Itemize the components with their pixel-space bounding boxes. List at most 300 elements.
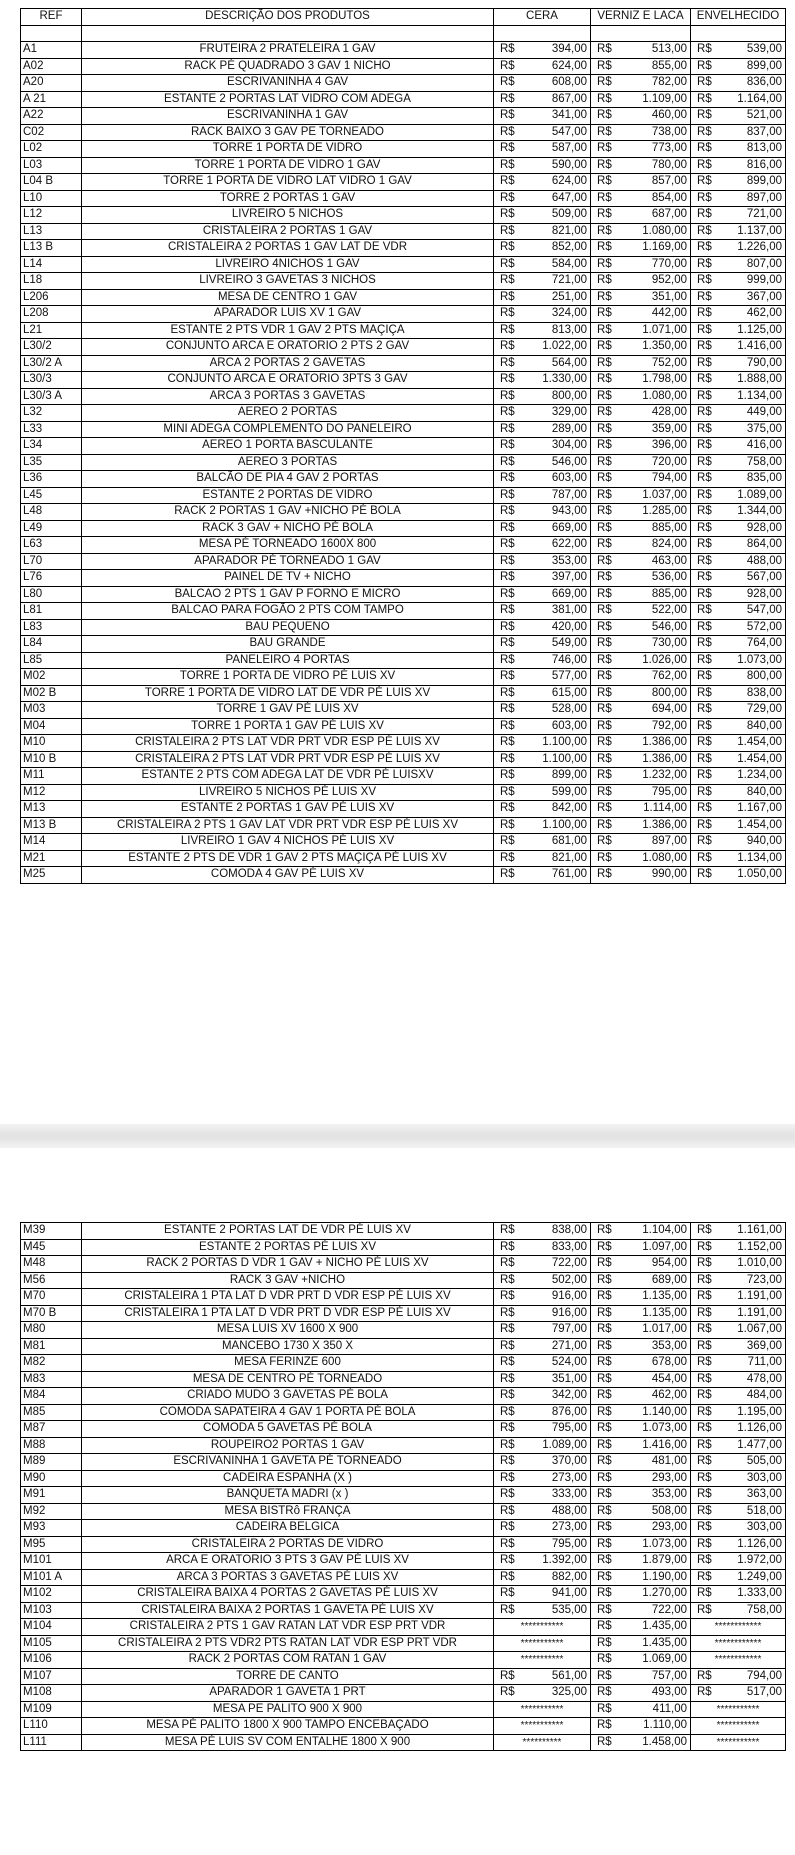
table-row <box>21 454 786 471</box>
price-cera: 681,00 <box>525 834 591 851</box>
currency-symbol: R$ <box>691 669 722 686</box>
price-cera: 838,00 <box>525 1223 591 1240</box>
price-envelhecido-unavailable: ************ <box>691 1619 786 1636</box>
price-verniz-laca: 1.110,00 <box>622 1718 691 1735</box>
product-ref: M13 <box>21 801 82 818</box>
product-description: APARADOR 1 GAVETA 1 PRT <box>82 1685 494 1702</box>
currency-symbol: R$ <box>691 388 722 405</box>
price-cera: 251,00 <box>525 289 591 306</box>
product-description: COMODA SAPATEIRA 4 GAV 1 PORTA PÉ BOLA <box>82 1404 494 1421</box>
currency-symbol: R$ <box>591 751 622 768</box>
price-verniz-laca: 694,00 <box>622 702 691 719</box>
product-ref: L85 <box>21 652 82 669</box>
price-envelhecido: 1.137,00 <box>722 223 786 240</box>
currency-symbol: R$ <box>691 1668 722 1685</box>
table-row <box>21 751 786 768</box>
price-envelhecido: 864,00 <box>722 537 786 554</box>
currency-symbol: R$ <box>591 1454 622 1471</box>
product-description: TORRE 1 PORTA DE VIDRO PÉ LUIS XV <box>82 669 494 686</box>
table-row <box>21 1586 786 1603</box>
price-envelhecido: 478,00 <box>722 1371 786 1388</box>
product-description: TORRE 1 PORTA 1 GAV PÉ LUIS XV <box>82 718 494 735</box>
table-row <box>21 141 786 158</box>
currency-symbol: R$ <box>591 1586 622 1603</box>
product-ref: L206 <box>21 289 82 306</box>
currency-symbol: R$ <box>494 751 525 768</box>
price-cera: 304,00 <box>525 438 591 455</box>
currency-symbol: R$ <box>591 207 622 224</box>
header-ref: REF <box>21 9 82 26</box>
price-envelhecido: 1.195,00 <box>722 1404 786 1421</box>
currency-symbol: R$ <box>691 207 722 224</box>
currency-symbol: R$ <box>494 487 525 504</box>
currency-symbol: R$ <box>691 273 722 290</box>
currency-symbol: R$ <box>591 1421 622 1438</box>
price-verniz-laca: 513,00 <box>622 42 691 59</box>
product-description: ESTANTE 2 PORTAS PÉ LUIS XV <box>82 1239 494 1256</box>
table-row <box>21 405 786 422</box>
currency-symbol: R$ <box>691 454 722 471</box>
table-row <box>21 223 786 240</box>
product-ref: L36 <box>21 471 82 488</box>
currency-symbol: R$ <box>591 1652 622 1669</box>
price-cera: 577,00 <box>525 669 591 686</box>
currency-symbol: R$ <box>591 124 622 141</box>
product-description: LIVREIRO 5 NICHOS <box>82 207 494 224</box>
table-row <box>21 1520 786 1537</box>
price-verniz-laca: 722,00 <box>622 1602 691 1619</box>
price-envelhecido: 928,00 <box>722 586 786 603</box>
page-break-divider <box>0 1124 795 1148</box>
price-verniz-laca: 885,00 <box>622 586 691 603</box>
product-description: RACK 2 PORTAS 1 GAV +NICHO PÉ BOLA <box>82 504 494 521</box>
product-ref: L13 <box>21 223 82 240</box>
product-description: ESTANTE 2 PORTAS DE VIDRO <box>82 487 494 504</box>
currency-symbol: R$ <box>691 372 722 389</box>
price-cera: 488,00 <box>525 1503 591 1520</box>
price-verniz-laca: 1.017,00 <box>622 1322 691 1339</box>
price-cera: 351,00 <box>525 1371 591 1388</box>
currency-symbol: R$ <box>494 471 525 488</box>
price-envelhecido: 999,00 <box>722 273 786 290</box>
product-description: TORRE 2 PORTAS 1 GAV <box>82 190 494 207</box>
price-cera: 669,00 <box>525 520 591 537</box>
product-ref: L111 <box>21 1734 82 1751</box>
table-row <box>21 586 786 603</box>
currency-symbol: R$ <box>691 586 722 603</box>
currency-symbol: R$ <box>494 1553 525 1570</box>
price-envelhecido: 1.249,00 <box>722 1569 786 1586</box>
table-row <box>21 553 786 570</box>
price-cera: 852,00 <box>525 240 591 257</box>
currency-symbol: R$ <box>591 1685 622 1702</box>
price-verniz-laca: 1.069,00 <box>622 1652 691 1669</box>
product-description: MESA PÉ LUIS SV COM ENTALHE 1800 X 900 <box>82 1734 494 1751</box>
currency-symbol: R$ <box>494 867 525 884</box>
currency-symbol: R$ <box>591 1289 622 1306</box>
currency-symbol: R$ <box>494 174 525 191</box>
product-ref: M84 <box>21 1388 82 1405</box>
price-cera: 584,00 <box>525 256 591 273</box>
product-description: CONJUNTO ARCA E ORATORIO 3PTS 3 GAV <box>82 372 494 389</box>
product-description: MESA DE CENTRO 1 GAV <box>82 289 494 306</box>
currency-symbol: R$ <box>494 1503 525 1520</box>
product-ref: L49 <box>21 520 82 537</box>
price-cera: 289,00 <box>525 421 591 438</box>
table-row <box>21 1256 786 1273</box>
product-ref: M80 <box>21 1322 82 1339</box>
header-envelhecido: ENVELHECIDO <box>691 9 786 26</box>
price-cera: 547,00 <box>525 124 591 141</box>
price-verniz-laca: 1.073,00 <box>622 1421 691 1438</box>
currency-symbol: R$ <box>691 1470 722 1487</box>
product-description: BALCAO 2 PTS 1 GAV P FORNO E MICRO <box>82 586 494 603</box>
currency-symbol: R$ <box>591 487 622 504</box>
currency-symbol: R$ <box>494 1569 525 1586</box>
currency-symbol: R$ <box>591 174 622 191</box>
table-row <box>21 1553 786 1570</box>
table-row <box>21 1569 786 1586</box>
currency-symbol: R$ <box>591 75 622 92</box>
currency-symbol: R$ <box>691 702 722 719</box>
product-description: TORRE 1 PORTA DE VIDRO LAT VIDRO 1 GAV <box>82 174 494 191</box>
price-cera: 1.100,00 <box>525 817 591 834</box>
currency-symbol: R$ <box>494 75 525 92</box>
product-ref: L34 <box>21 438 82 455</box>
table-row <box>21 603 786 620</box>
price-cera: 549,00 <box>525 636 591 653</box>
price-envelhecido: 897,00 <box>722 190 786 207</box>
price-envelhecido: 1.073,00 <box>722 652 786 669</box>
currency-symbol: R$ <box>591 372 622 389</box>
price-verniz-laca: 353,00 <box>622 1338 691 1355</box>
price-verniz-laca: 508,00 <box>622 1503 691 1520</box>
table-row <box>21 108 786 125</box>
price-envelhecido: 1.126,00 <box>722 1536 786 1553</box>
currency-symbol: R$ <box>691 289 722 306</box>
currency-symbol: R$ <box>691 751 722 768</box>
price-envelhecido: 1.454,00 <box>722 817 786 834</box>
currency-symbol: R$ <box>494 1536 525 1553</box>
table-row <box>21 42 786 59</box>
price-envelhecido-unavailable: *********** <box>691 1701 786 1718</box>
product-ref: M14 <box>21 834 82 851</box>
price-envelhecido: 807,00 <box>722 256 786 273</box>
product-description: CRISTALEIRA BAIXA 2 PORTAS 1 GAVETA PÉ LUIS XV <box>82 1602 494 1619</box>
price-verniz-laca: 1.232,00 <box>622 768 691 785</box>
table-row <box>21 1635 786 1652</box>
currency-symbol: R$ <box>494 1685 525 1702</box>
product-description: TORRE 1 PORTA DE VIDRO <box>82 141 494 158</box>
price-cera: 821,00 <box>525 223 591 240</box>
price-verniz-laca: 770,00 <box>622 256 691 273</box>
currency-symbol: R$ <box>591 1553 622 1570</box>
price-cera-unavailable: *********** <box>494 1619 591 1636</box>
currency-symbol: R$ <box>691 867 722 884</box>
price-verniz-laca: 954,00 <box>622 1256 691 1273</box>
product-ref: A02 <box>21 58 82 75</box>
price-verniz-laca: 1.270,00 <box>622 1586 691 1603</box>
table-row <box>21 1338 786 1355</box>
price-verniz-laca: 1.386,00 <box>622 751 691 768</box>
currency-symbol: R$ <box>691 124 722 141</box>
price-envelhecido: 449,00 <box>722 405 786 422</box>
price-envelhecido: 1.454,00 <box>722 735 786 752</box>
product-description: ROUPEIRO2 PORTAS 1 GAV <box>82 1437 494 1454</box>
product-ref: L70 <box>21 553 82 570</box>
product-description: CRIADO MUDO 3 GAVETAS PÉ BOLA <box>82 1388 494 1405</box>
product-description: MINI ADEGA COMPLEMENTO DO PANELEIRO <box>82 421 494 438</box>
price-envelhecido: 484,00 <box>722 1388 786 1405</box>
table-row <box>21 207 786 224</box>
currency-symbol: R$ <box>494 1239 525 1256</box>
price-verniz-laca: 428,00 <box>622 405 691 422</box>
product-ref: L18 <box>21 273 82 290</box>
table-row <box>21 1404 786 1421</box>
currency-symbol: R$ <box>591 223 622 240</box>
currency-symbol: R$ <box>691 636 722 653</box>
price-envelhecido: 1.344,00 <box>722 504 786 521</box>
price-envelhecido: 303,00 <box>722 1470 786 1487</box>
currency-symbol: R$ <box>591 58 622 75</box>
table-row <box>21 487 786 504</box>
currency-symbol: R$ <box>591 850 622 867</box>
price-verniz-laca: 1.080,00 <box>622 223 691 240</box>
table-row <box>21 1470 786 1487</box>
price-verniz-laca: 792,00 <box>622 718 691 735</box>
product-description: BALCÃO DE PIA 4 GAV 2 PORTAS <box>82 471 494 488</box>
product-description: MESA PÉ PALITO 1800 X 900 TAMPO ENCEBAÇADO <box>82 1718 494 1735</box>
table-row <box>21 685 786 702</box>
currency-symbol: R$ <box>691 1388 722 1405</box>
currency-symbol: R$ <box>691 438 722 455</box>
currency-symbol: R$ <box>494 306 525 323</box>
price-cera: 271,00 <box>525 1338 591 1355</box>
price-cera-unavailable: ********** <box>494 1734 591 1751</box>
price-cera: 821,00 <box>525 850 591 867</box>
currency-symbol: R$ <box>691 1338 722 1355</box>
currency-symbol: R$ <box>591 405 622 422</box>
price-verniz-laca: 757,00 <box>622 1668 691 1685</box>
product-ref: M56 <box>21 1272 82 1289</box>
product-ref: M91 <box>21 1487 82 1504</box>
table-row <box>21 289 786 306</box>
currency-symbol: R$ <box>591 306 622 323</box>
product-ref: L13 B <box>21 240 82 257</box>
product-description: ESTANTE 2 PTS DE VDR 1 GAV 2 PTS MAÇIÇA PÉ LUIS XV <box>82 850 494 867</box>
price-envelhecido: 1.161,00 <box>722 1223 786 1240</box>
product-ref: M104 <box>21 1619 82 1636</box>
currency-symbol: R$ <box>691 801 722 818</box>
product-description: ESTANTE 2 PTS VDR 1 GAV 2 PTS MAÇIÇA <box>82 322 494 339</box>
table-row <box>21 471 786 488</box>
product-description: MESA DE CENTRO PÉ TORNEADO <box>82 1371 494 1388</box>
product-ref: M11 <box>21 768 82 785</box>
price-verniz-laca: 1.104,00 <box>622 1223 691 1240</box>
currency-symbol: R$ <box>691 91 722 108</box>
price-envelhecido: 711,00 <box>722 1355 786 1372</box>
currency-symbol: R$ <box>591 1470 622 1487</box>
product-description: CRISTALEIRA 2 PTS LAT VDR PRT VDR ESP PÉ LUIS XV <box>82 751 494 768</box>
currency-symbol: R$ <box>494 784 525 801</box>
product-description: LIVREIRO 1 GAV 4 NICHOS PÉ LUIS XV <box>82 834 494 851</box>
product-ref: A1 <box>21 42 82 59</box>
price-envelhecido: 1.125,00 <box>722 322 786 339</box>
price-envelhecido: 813,00 <box>722 141 786 158</box>
currency-symbol: R$ <box>691 1289 722 1306</box>
price-cera: 502,00 <box>525 1272 591 1289</box>
currency-symbol: R$ <box>691 1421 722 1438</box>
currency-symbol: R$ <box>591 784 622 801</box>
product-description: BAU GRANDE <box>82 636 494 653</box>
table-row <box>21 1602 786 1619</box>
price-envelhecido: 1.333,00 <box>722 1586 786 1603</box>
currency-symbol: R$ <box>494 685 525 702</box>
currency-symbol: R$ <box>494 1668 525 1685</box>
price-cera: 590,00 <box>525 157 591 174</box>
price-envelhecido: 790,00 <box>722 355 786 372</box>
currency-symbol: R$ <box>494 438 525 455</box>
product-description: CRISTALEIRA 2 PORTAS 1 GAV <box>82 223 494 240</box>
currency-symbol: R$ <box>691 619 722 636</box>
price-envelhecido: 367,00 <box>722 289 786 306</box>
currency-symbol: R$ <box>591 355 622 372</box>
header-description: DESCRIÇÃO DOS PRODUTOS <box>82 9 494 26</box>
product-ref: L03 <box>21 157 82 174</box>
product-ref: M83 <box>21 1371 82 1388</box>
currency-symbol: R$ <box>591 1536 622 1553</box>
table-row <box>21 1487 786 1504</box>
table-header-row <box>21 9 786 26</box>
product-description: ESTANTE 2 PORTAS LAT DE VDR PÉ LUIS XV <box>82 1223 494 1240</box>
price-envelhecido: 572,00 <box>722 619 786 636</box>
price-cera: 324,00 <box>525 306 591 323</box>
currency-symbol: R$ <box>691 1602 722 1619</box>
table-row <box>21 322 786 339</box>
currency-symbol: R$ <box>591 1487 622 1504</box>
currency-symbol: R$ <box>494 570 525 587</box>
currency-symbol: R$ <box>591 718 622 735</box>
price-verniz-laca: 442,00 <box>622 306 691 323</box>
table-row <box>21 190 786 207</box>
currency-symbol: R$ <box>691 174 722 191</box>
price-verniz-laca: 773,00 <box>622 141 691 158</box>
price-verniz-laca: 1.169,00 <box>622 240 691 257</box>
price-cera: 842,00 <box>525 801 591 818</box>
price-cera: 867,00 <box>525 91 591 108</box>
table-row <box>21 273 786 290</box>
product-ref: L76 <box>21 570 82 587</box>
price-cera: 524,00 <box>525 1355 591 1372</box>
currency-symbol: R$ <box>691 735 722 752</box>
price-envelhecido: 940,00 <box>722 834 786 851</box>
table-row <box>21 867 786 884</box>
currency-symbol: R$ <box>591 1437 622 1454</box>
currency-symbol: R$ <box>691 850 722 867</box>
currency-symbol: R$ <box>591 1701 622 1718</box>
price-cera: 876,00 <box>525 1404 591 1421</box>
currency-symbol: R$ <box>591 1520 622 1537</box>
product-description: CADEIRA ESPANHA (X ) <box>82 1470 494 1487</box>
currency-symbol: R$ <box>494 58 525 75</box>
product-ref: M81 <box>21 1338 82 1355</box>
currency-symbol: R$ <box>494 1404 525 1421</box>
price-verniz-laca: 738,00 <box>622 124 691 141</box>
currency-symbol: R$ <box>494 1586 525 1603</box>
table-row <box>21 570 786 587</box>
product-ref: M95 <box>21 1536 82 1553</box>
currency-symbol: R$ <box>494 421 525 438</box>
currency-symbol: R$ <box>591 570 622 587</box>
currency-symbol: R$ <box>494 1520 525 1537</box>
blank-row <box>21 25 786 42</box>
currency-symbol: R$ <box>494 388 525 405</box>
currency-symbol: R$ <box>591 553 622 570</box>
currency-symbol: R$ <box>691 817 722 834</box>
product-ref: A22 <box>21 108 82 125</box>
price-cera: 528,00 <box>525 702 591 719</box>
currency-symbol: R$ <box>691 108 722 125</box>
price-envelhecido: 518,00 <box>722 1503 786 1520</box>
price-verniz-laca: 1.097,00 <box>622 1239 691 1256</box>
price-envelhecido: 547,00 <box>722 603 786 620</box>
currency-symbol: R$ <box>494 1487 525 1504</box>
product-description: AEREO 2 PORTAS <box>82 405 494 422</box>
product-ref: M13 B <box>21 817 82 834</box>
currency-symbol: R$ <box>591 867 622 884</box>
currency-symbol: R$ <box>494 256 525 273</box>
price-cera: 608,00 <box>525 75 591 92</box>
price-envelhecido: 840,00 <box>722 718 786 735</box>
product-ref: L02 <box>21 141 82 158</box>
currency-symbol: R$ <box>691 42 722 59</box>
price-envelhecido: 721,00 <box>722 207 786 224</box>
price-cera: 647,00 <box>525 190 591 207</box>
table-row <box>21 652 786 669</box>
price-verniz-laca: 1.037,00 <box>622 487 691 504</box>
price-verniz-laca: 522,00 <box>622 603 691 620</box>
currency-symbol: R$ <box>494 1470 525 1487</box>
currency-symbol: R$ <box>591 619 622 636</box>
currency-symbol: R$ <box>691 322 722 339</box>
price-envelhecido: 1.010,00 <box>722 1256 786 1273</box>
table-row <box>21 718 786 735</box>
currency-symbol: R$ <box>691 1536 722 1553</box>
table-row <box>21 1503 786 1520</box>
product-ref: M106 <box>21 1652 82 1669</box>
product-description: ESTANTE 2 PORTAS LAT VIDRO COM ADEGA <box>82 91 494 108</box>
price-verniz-laca: 1.386,00 <box>622 817 691 834</box>
currency-symbol: R$ <box>494 190 525 207</box>
table-row <box>21 520 786 537</box>
currency-symbol: R$ <box>591 1503 622 1520</box>
currency-symbol: R$ <box>494 1272 525 1289</box>
currency-symbol: R$ <box>591 1256 622 1273</box>
product-ref: L45 <box>21 487 82 504</box>
product-ref: L30/2 <box>21 339 82 356</box>
currency-symbol: R$ <box>691 157 722 174</box>
currency-symbol: R$ <box>591 421 622 438</box>
currency-symbol: R$ <box>591 1404 622 1421</box>
product-description: APARADOR LUIS XV 1 GAV <box>82 306 494 323</box>
price-cera: 622,00 <box>525 537 591 554</box>
price-verniz-laca: 1.026,00 <box>622 652 691 669</box>
table-row <box>21 636 786 653</box>
price-verniz-laca: 462,00 <box>622 1388 691 1405</box>
price-verniz-laca: 546,00 <box>622 619 691 636</box>
price-envelhecido: 1.234,00 <box>722 768 786 785</box>
price-verniz-laca: 481,00 <box>622 1454 691 1471</box>
